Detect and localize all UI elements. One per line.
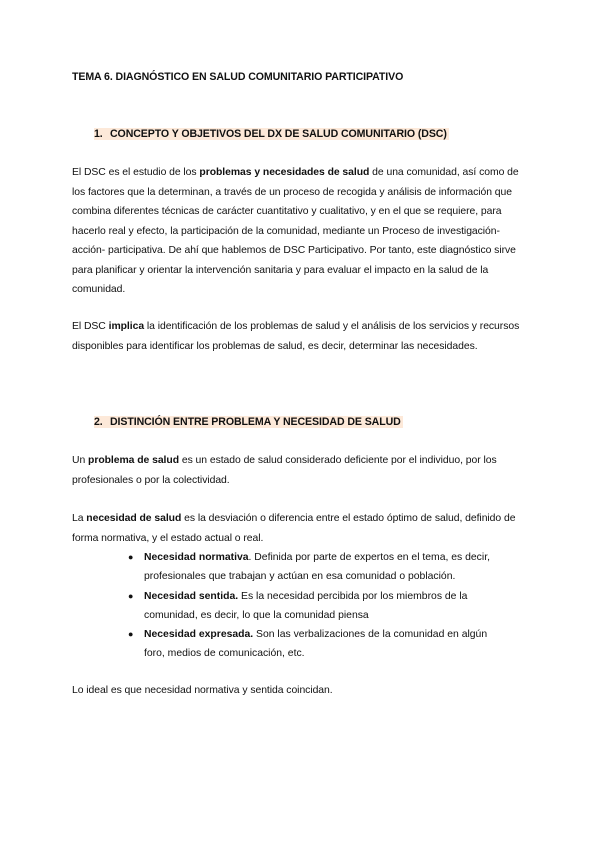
section-2-number: 2. [94,416,103,428]
section-1-heading-text: CONCEPTO Y OBJETIVOS DEL DX DE SALUD COMUNITARIO (DSC) [110,128,447,140]
section-1-number: 1. [94,128,103,140]
bold-term: problema de salud [88,455,179,466]
bold-term: Necesidad sentida. [144,590,239,602]
bullet-icon: ● [128,590,134,601]
list-item [126,625,506,664]
text-run: es la desviación o diferencia entre el estado óptimo de salud, definido de forma normativa, y el estado actual o real. [72,513,516,544]
section-2-paragraph-1 [72,451,532,490]
document-title: TEMA 6. DIAGNÓSTICO EN SALUD COMUNITARIO PARTICIPATIVO [72,71,404,83]
closing-paragraph: Lo ideal es que necesidad normativa y sentida coincidan. [72,685,333,696]
list-item [126,548,506,587]
section-1-paragraph-2 [72,317,532,356]
bold-term: implica [108,321,145,332]
list-item [126,587,506,626]
section-2-paragraph-2 [72,509,532,548]
text-run: la identificación de los problemas de salud y el análisis de los servicios y recursos disponibles para identificar los problemas de salud, es decir, determinar las necesidades. [72,321,520,352]
text-run: El DSC es el estudio de los [72,167,200,178]
text-run: de una comunidad, así como de los factores que la determinan, a través de un proceso de recogida y análisis de información que combina diferentes técnicas de carácter cuantitativo y cualitativo, y en el que se requiere, para hacerlo real y efecto, la participación de la comunidad, mediante un Proceso de investigación- acción- participativa. De ahí que hablemos de DSC Participativo. Por tanto, este diagnóstico sirve para planificar y orientar la intervención sanitaria y para evaluar el impacto en la salud de la comunidad. [72,167,519,295]
bullet-icon: ● [128,629,134,640]
bold-term: Necesidad expresada. [144,629,254,641]
bold-term: problemas y necesidades de salud [199,167,370,178]
text-run: La [72,513,87,524]
needs-bullet-list [126,548,506,664]
text-run: Es la necesidad percibida por los miembros de la comunidad, es decir, lo que la comunidad piensa [144,590,468,621]
bold-term: Necesidad normativa [144,552,249,563]
text-run: es un estado de salud considerado deficiente por el individuo, por los profesionales o por la colectividad. [72,455,497,486]
text-run: El DSC [72,321,109,332]
section-1-heading [94,128,449,140]
text-run: . Definida por parte de expertos en el tema, es decir, profesionales que trabajan y actúan en esa comunidad o población. [144,552,490,583]
section-2-heading-text: DISTINCIÓN ENTRE PROBLEMA Y NECESIDAD DE SALUD [110,416,401,428]
text-run: Un [72,455,89,466]
section-1-paragraph-1 [72,163,532,300]
text-run: Son las verbalizaciones de la comunidad en algún foro, medios de comunicación, etc. [144,629,488,660]
bold-term: necesidad de salud [86,513,182,524]
bullet-icon: ● [128,552,134,562]
section-2-heading [94,416,403,428]
